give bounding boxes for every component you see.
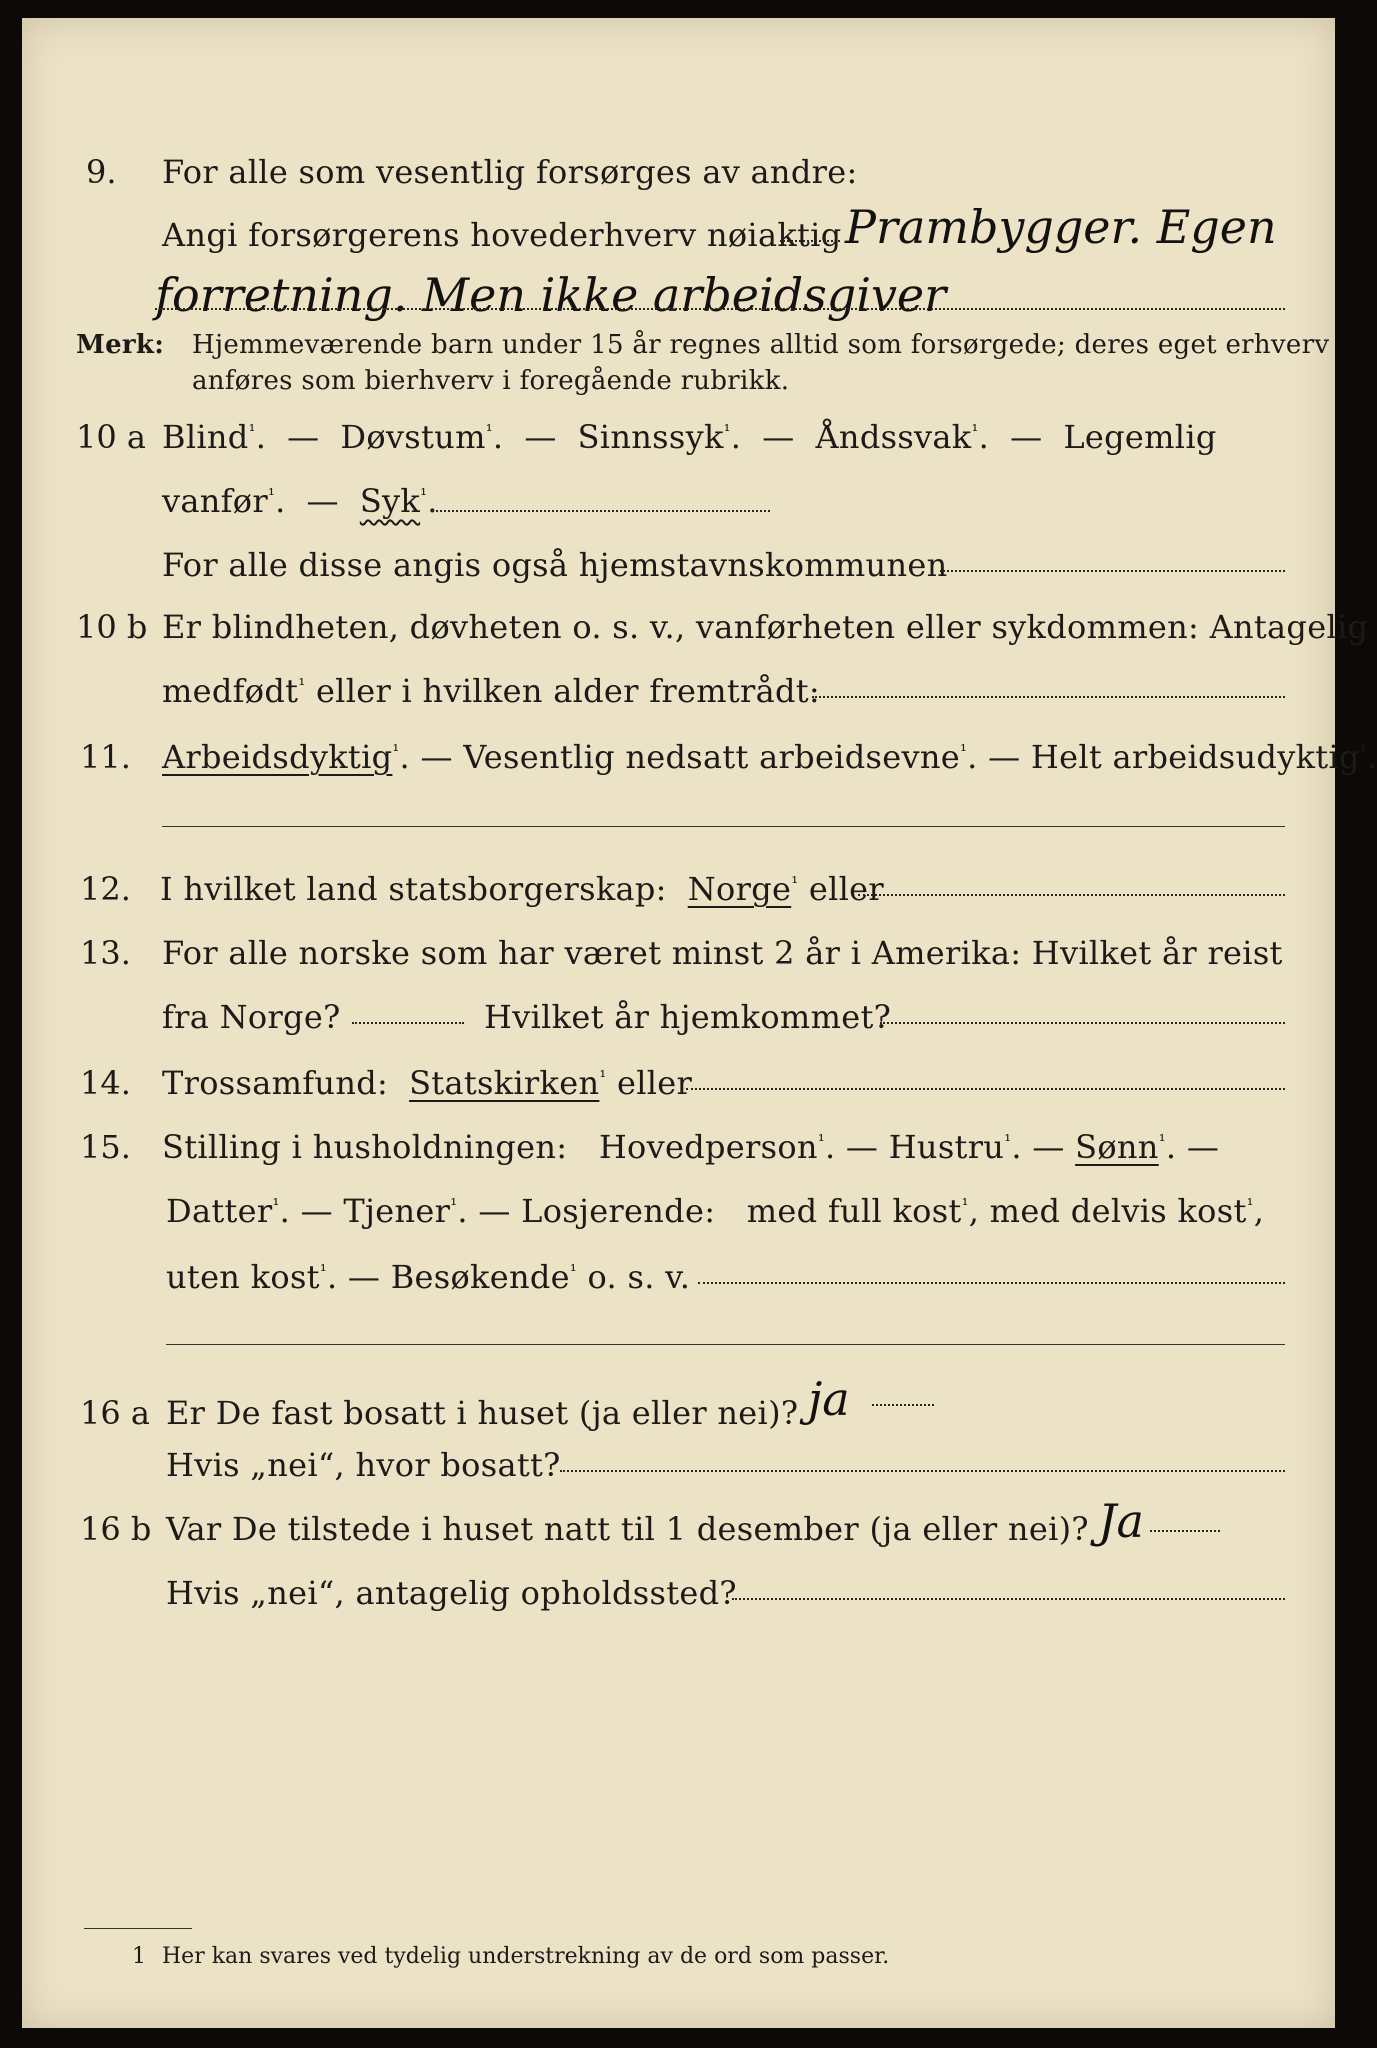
q10a-line2: vanfør$^{^1}$. — Syk$^{^1}$. <box>162 482 438 520</box>
q15-line2: Datter$^{^1}$. — Tjener$^{^1}$. — Losjerende: med full kost$^{^1}$, med delvis kost$^{^1}$, <box>166 1192 1265 1230</box>
footnote-text: Her kan svares ved tydelig understrekning av de ord som passer. <box>162 1944 890 1969</box>
opt-arbeidsdyktig-underlined: Arbeidsdyktig <box>162 738 393 776</box>
opt-andssvak: Åndssvak <box>815 418 972 456</box>
opt-vanfor: vanfør <box>162 482 268 520</box>
q10b-line2: medfødt$^{^1}$ eller i hvilken alder fremtrådt: <box>162 672 821 710</box>
merk-line2: anføres som bierhverv i foregående rubrikk. <box>192 366 790 396</box>
q10b-line1: Er blindheten, døvheten o. s. v., vanførheten eller sykdommen: Antagelig <box>162 608 1369 646</box>
merk-line1: Hjemmeværende barn under 15 år regnes alltid som forsørgede; deres eget erhverv <box>192 330 1330 360</box>
q9-line2: Angi forsørgerens hovederhverv nøiaktig <box>162 216 842 254</box>
q9-dotted-line-2 <box>155 308 1285 310</box>
opt-sinnssyk: Sinnssyk <box>577 418 724 456</box>
q9-handwritten-answer-2: forretning. Men ikke arbeidsgiver <box>155 268 947 322</box>
opt-sonn-underlined: Sønn <box>1075 1128 1159 1166</box>
footnote-mark: 1 <box>132 1944 146 1969</box>
opt-norge-underlined: Norge <box>687 870 792 908</box>
q16b-dotted-line-2 <box>732 1598 1285 1600</box>
opt-syk-underlined: Syk <box>359 482 421 520</box>
opt-statskirken-underlined: Statskirken <box>409 1064 600 1102</box>
q15-dotted-line <box>698 1282 1285 1284</box>
q15-line3: uten kost$^{^1}$. — Besøkende$^{^1}$ o. s. v. <box>166 1258 691 1296</box>
q13-dotted-line <box>352 1022 464 1024</box>
q10b-number: 10 b <box>76 608 148 646</box>
q15-answer-line <box>166 1344 1285 1345</box>
merk-label: Merk: <box>76 330 165 360</box>
q15-number: 15. <box>80 1128 131 1166</box>
q13-line2a: fra Norge? <box>162 998 341 1036</box>
footnote-rule <box>84 1928 192 1929</box>
q11-line: Arbeidsdyktig$^{^1}$. — Vesentlig nedsatt arbeidsevne$^{^1}$. — Helt arbeidsudyktig$^{^1}$. <box>162 738 1377 776</box>
q16a-dotted-line-2 <box>560 1470 1285 1472</box>
q16a-handwritten-answer: ja <box>808 1372 850 1426</box>
q15-line1: Stilling i husholdningen: Hovedperson$^{^1}$. — Hustru$^{^1}$. — Sønn$^{^1}$. — <box>162 1128 1220 1166</box>
q10a-dotted-line-2 <box>940 570 1285 572</box>
q12-line: I hvilket land statsborgerskap: Norge$^{^1}$ eller <box>160 870 884 908</box>
q14-number: 14. <box>80 1064 131 1102</box>
opt-dovstum: Døvstum <box>340 418 486 456</box>
q16b-line1: Var De tilstede i huset natt til 1 desember (ja eller nei)? <box>166 1510 1089 1548</box>
q16b-dotted-line <box>1150 1530 1220 1532</box>
q16a-line1: Er De fast bosatt i huset (ja eller nei)? <box>166 1394 799 1432</box>
q10a-number: 10 a <box>76 418 146 456</box>
q14-line: Trossamfund: Statskirken$^{^1}$ eller <box>162 1064 693 1102</box>
q14-dotted-line <box>686 1088 1285 1090</box>
q10a-dotted-line <box>432 510 770 512</box>
q16a-dotted-line <box>872 1404 934 1406</box>
q16a-line2: Hvis „nei“, hvor bosatt? <box>166 1446 561 1484</box>
q12-dotted-line <box>858 894 1285 896</box>
q9-dotted-line <box>780 240 840 242</box>
q16b-line2: Hvis „nei“, antagelig opholdssted? <box>166 1574 737 1612</box>
q13-line2b: Hvilket år hjemkommet? <box>484 998 892 1036</box>
q9-number: 9. <box>86 153 117 191</box>
q9-line1: For alle som vesentlig forsørges av andre: <box>162 153 858 191</box>
q11-answer-line <box>162 826 1285 827</box>
q10a-line3: For alle disse angis også hjemstavnskommunen <box>162 546 948 584</box>
q10b-dotted-line <box>812 696 1285 698</box>
opt-legemlig: Legemlig <box>1063 418 1217 456</box>
q12-number: 12. <box>80 870 131 908</box>
q13-number: 13. <box>80 934 131 972</box>
q10a-line1: Blind$^{^1}$. — Døvstum$^{^1}$. — Sinnssyk$^{^1}$. — Åndssvak$^{^1}$. — Legemlig <box>162 418 1217 456</box>
q16b-handwritten-answer: Ja <box>1098 1494 1144 1548</box>
q9-handwritten-answer-1: Prambygger. Egen <box>845 200 1277 254</box>
opt-blind: Blind <box>162 418 249 456</box>
q16b-number: 16 b <box>80 1510 152 1548</box>
q13-line1: For alle norske som har været minst 2 år i Amerika: Hvilket år reist <box>162 934 1283 972</box>
q11-number: 11. <box>80 738 131 776</box>
q13-dotted-line-2 <box>880 1022 1285 1024</box>
q16a-number: 16 a <box>80 1394 150 1432</box>
